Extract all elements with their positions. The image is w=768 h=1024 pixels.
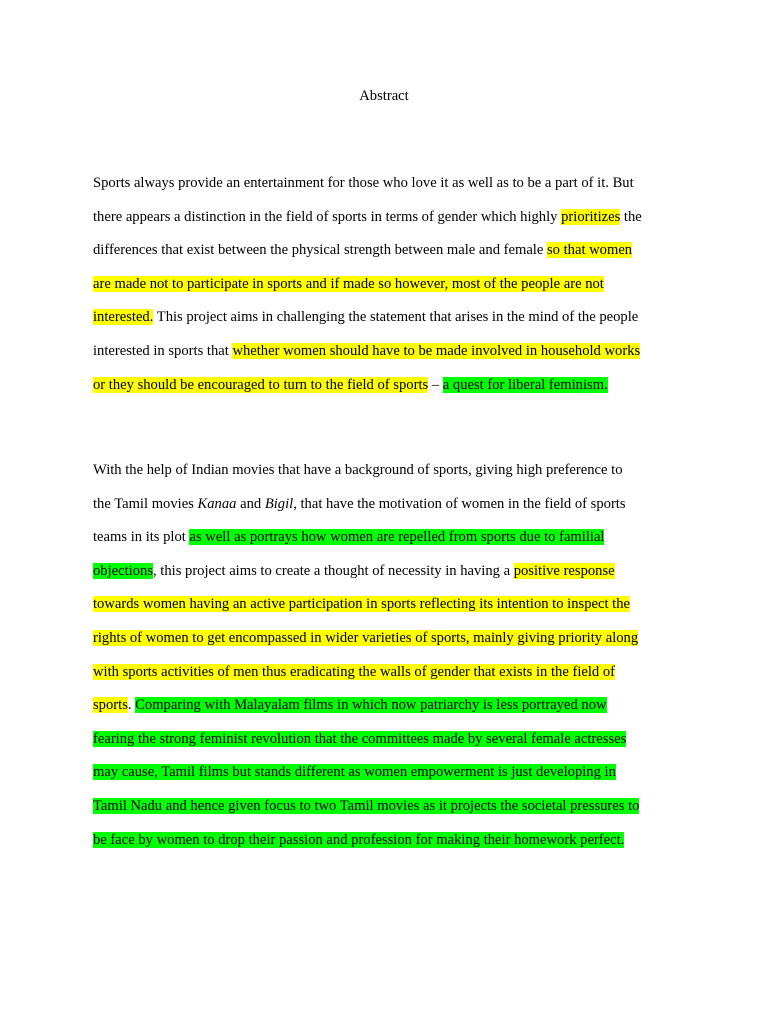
text-run: This project aims in challenging the statement that arises in the mind of the people [153,309,639,326]
text-line [93,460,693,494]
page-title: Abstract [359,88,409,104]
text-line [93,375,693,409]
text-run: Sports always provide an entertainment for those who love it as well as to be a part of it. But [93,175,634,191]
text-line [93,307,693,341]
highlight-yellow: interested. [93,309,154,326]
highlight-green: may cause, Tamil films but stands different as women empowerment is just developing in [93,764,616,781]
text-line [93,207,693,241]
text-line [93,830,693,864]
text-line [93,796,693,830]
text-line [93,695,693,729]
highlight-green: objections [93,562,153,579]
highlight-yellow: prioritizes [561,208,621,225]
highlight-green: be face by women to drop their passion and profession for making their homework perfect. [93,831,625,848]
text-line [93,762,693,796]
text-run: the [620,208,642,225]
movie-title: Kanaa [197,495,237,512]
highlight-green: as well as portrays how women are repelled from sports due to familial [189,529,605,546]
highlight-yellow: or they should be encouraged to turn to the field of sports [93,376,429,393]
highlight-yellow: positive response [513,562,615,579]
highlight-yellow: towards women having an active participation in sports reflecting its intention to inspect the [93,596,630,613]
text-run: interested in sports that [93,342,233,359]
text-run: differences that exist between the physical strength between male and female [93,242,547,259]
text-run: – [428,376,443,393]
text-run: With the help of Indian movies that have a background of sports, giving high preference to [93,462,623,478]
movie-title: Bigil [264,495,294,512]
highlight-yellow: whether women should have to be made involved in household works [232,342,641,359]
text-line [93,240,693,274]
highlight-yellow: are made not to participate in sports and if made so however, most of the people are not [93,275,604,292]
text-line [93,628,693,662]
text-line [93,274,693,308]
text-run: there appears a distinction in the field of sports in terms of gender which highly [93,208,562,225]
highlight-yellow: with sports activities of men thus eradicating the walls of gender that exists in the field of [93,663,616,680]
text-line [93,594,693,628]
text-line [93,561,693,595]
highlight-green: fearing the strong feminist revolution that the committees made by several female actresses [93,730,627,747]
highlight-green: Comparing with Malayalam films in which now patriarchy is less portrayed now [135,697,607,714]
text-line [93,729,693,763]
highlight-green: a quest for liberal feminism. [442,376,608,393]
text-run: , this project aims to create a thought of necessity in having a [153,562,514,579]
text-run: and [236,495,265,512]
highlight-yellow: so that women [546,242,633,259]
text-line [93,341,693,375]
text-line [93,527,693,561]
abstract-paragraph-2 [93,460,693,863]
highlight-yellow: sports [93,697,128,714]
abstract-paragraph-1 [93,173,693,408]
text-line [93,494,693,528]
highlight-green: Tamil Nadu and hence given focus to two Tamil movies as it projects the societal pressures to [93,797,640,814]
text-run: the Tamil movies [93,495,198,512]
text-line [93,662,693,696]
text-run: . [127,697,136,714]
text-run: teams in its plot [93,529,190,546]
text-run: , that have the motivation of women in the field of sports [293,495,626,512]
highlight-yellow: rights of women to get encompassed in wider varieties of sports, mainly giving priority along [93,629,639,646]
text-line [93,173,693,207]
